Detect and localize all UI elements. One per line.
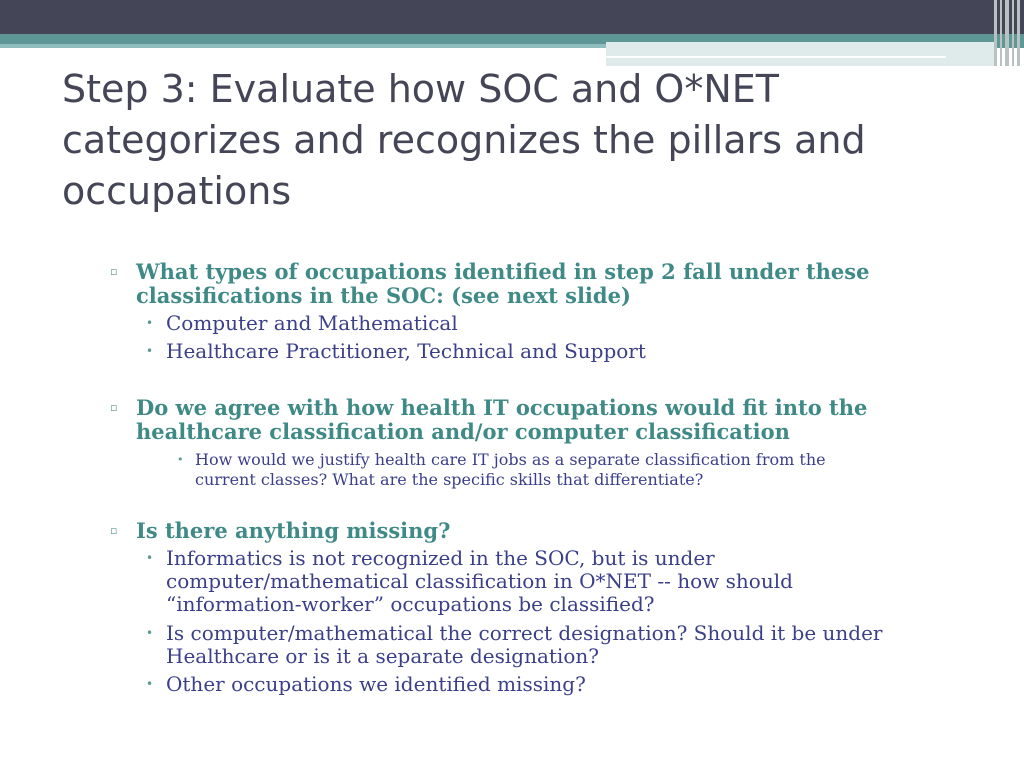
dot-bullet-icon: • [146,626,154,640]
square-bullet-icon: ▫ [110,524,118,537]
top-dark-band [0,0,1024,34]
dot-bullet-icon: • [146,677,154,691]
item-line: Computer and Mathematical [166,311,458,335]
accent-block [606,42,996,66]
teal-highlight-stripe [0,44,606,48]
list-item [146,672,586,696]
item-line: Healthcare or is it a separate designation? [166,644,599,668]
list-item [177,450,826,490]
list-item [146,339,646,363]
item-line: current classes? What are the specific skills that differentiate? [195,470,704,489]
item-line: How would we justify health care IT jobs as a separate classification from the [195,450,826,469]
item-line: Other occupations we identified missing? [166,672,586,696]
item-line: Healthcare Practitioner, Technical and Support [166,339,646,363]
section-heading [110,518,451,543]
dot-bullet-icon: • [146,316,154,330]
square-bullet-icon: ▫ [110,265,118,278]
heading-line: Is there anything missing? [136,518,451,543]
title-line: Step 3: Evaluate how SOC and O*NET [62,67,779,111]
item-line: Informatics is not recognized in the SOC, but is under [166,546,715,570]
heading-line: Do we agree with how health IT occupations would fit into the [136,395,868,420]
list-item [146,311,458,335]
section-heading [110,395,868,444]
item-line: Is computer/mathematical the correct designation? Should it be under [166,621,883,645]
heading-line: What types of occupations identified in step 2 fall under these [136,259,870,284]
vertical-stripes-decoration [990,0,1024,66]
section-heading [110,259,870,308]
item-line: computer/mathematical classification in O*NET -- how should [166,569,793,593]
dot-bullet-icon: • [177,453,184,466]
list-item [146,546,793,616]
title-line: categorizes and recognizes the pillars and [62,118,866,162]
square-bullet-icon: ▫ [110,401,118,414]
dot-bullet-icon: • [146,344,154,358]
heading-line: classifications in the SOC: (see next slide) [136,283,631,308]
slide-title [62,64,992,217]
list-item [146,621,883,668]
dot-bullet-icon: • [146,551,154,565]
title-line: occupations [62,169,292,213]
accent-line [606,56,946,58]
item-line: “information-worker” occupations be classified? [166,592,655,616]
heading-line: healthcare classification and/or computer classification [136,419,790,444]
